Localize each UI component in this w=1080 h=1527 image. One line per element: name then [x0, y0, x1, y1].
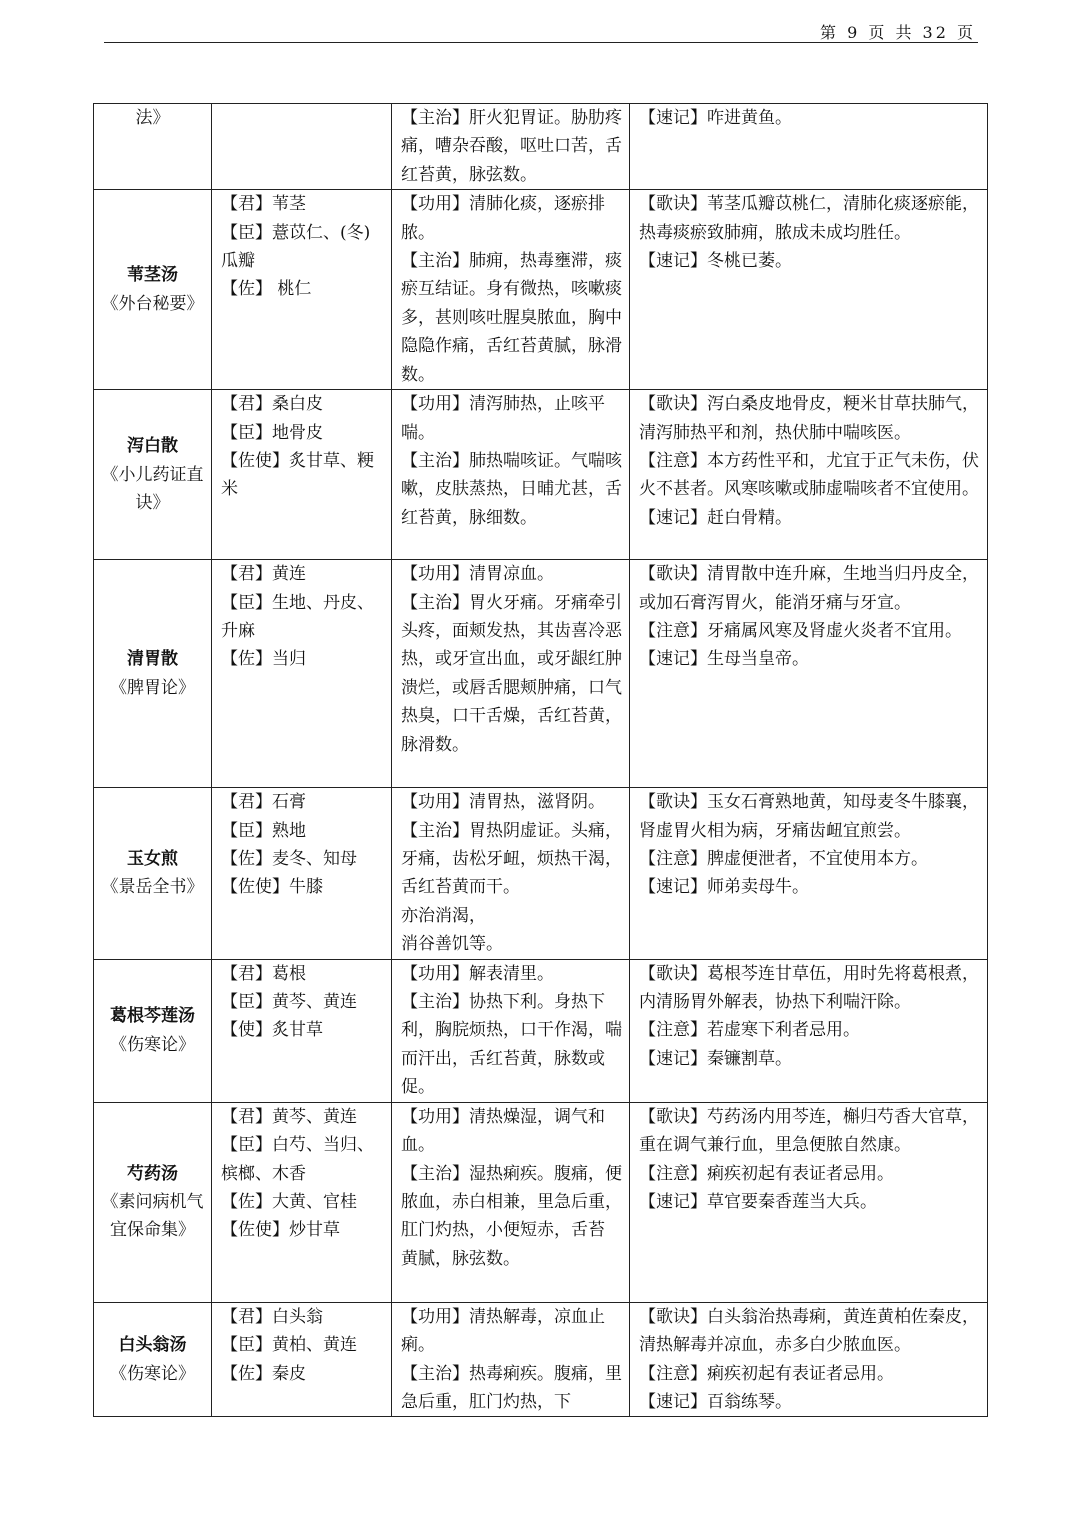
formula-name: 泻白散: [127, 436, 178, 457]
notes-line: 【歌诀】葛根芩连甘草伍，用时先将葛根煮，内清肠胃外解表，协热下利喘汗除。: [639, 963, 979, 1013]
formula-name-cell: [94, 390, 212, 560]
formula-name: 白头翁汤: [118, 1335, 187, 1356]
table-row: [94, 390, 988, 560]
effects-line: 亦治消渴，: [401, 905, 486, 926]
composition-cell: [212, 959, 392, 1102]
notes-cell: [630, 390, 988, 560]
notes-line: 【速记】冬桃已萎。: [639, 251, 792, 272]
notes-cell: [630, 788, 988, 959]
notes-line: 【歌诀】苇茎瓜瓣苡桃仁，清肺化痰逐瘀能，热毒痰瘀致肺痈，脓成未成均胜任。: [639, 194, 979, 243]
notes-cell: [630, 1102, 988, 1302]
notes-line: 【速记】师弟卖母牛。: [639, 877, 809, 898]
formula-name-cell: [94, 560, 212, 788]
notes-line: 【歌诀】清胃散中连升麻，生地当归丹皮全，或加石膏泻胃火，能消牙痛与牙宣。: [639, 564, 979, 613]
notes-cell: [630, 959, 988, 1102]
effects-line: 【主治】肝火犯胃证。胁肋疼痛，嘈杂吞酸，呕吐口苦，舌红苔黄，脉弦数。: [401, 108, 622, 185]
composition-cell: [212, 104, 392, 190]
composition-line: 【佐】当归: [221, 649, 306, 670]
formula-name: 玉女煎: [127, 849, 178, 870]
effects-line: 【功用】清胃热，滋肾阴。: [401, 792, 605, 813]
effects-cell: [392, 560, 630, 788]
formula-name-cell: [94, 959, 212, 1102]
formula-source: 《伤寒论》: [110, 1034, 195, 1055]
notes-line: 【注意】本方药性平和，尤宜于正气未伤，伏火不甚者。风寒咳嗽或肺虚喘咳者不宜使用。: [639, 451, 979, 500]
notes-line: 【歌诀】泻白桑皮地骨皮，粳米甘草扶肺气，清泻肺热平和剂，热伏肺中喘咳医。: [639, 394, 979, 443]
formula-name-cell: [94, 788, 212, 959]
table-row: [94, 788, 988, 959]
formula-source: 《脾胃论》: [110, 677, 195, 698]
formula-name-cell: [94, 1102, 212, 1302]
formula-table: [93, 103, 988, 1417]
page-header: [104, 18, 978, 43]
formula-source: 《景岳全书》: [101, 877, 204, 898]
effects-cell: [392, 788, 630, 959]
formula-source: 法》: [135, 108, 170, 128]
notes-line: 【速记】草官要秦香莲当大兵。: [639, 1191, 877, 1212]
formula-name: 苇茎汤: [127, 265, 178, 286]
notes-cell: [630, 1302, 988, 1417]
composition-line: 【佐使】炒甘草: [221, 1220, 340, 1241]
composition-line: 【佐使】牛膝: [221, 877, 323, 898]
effects-line: 【功用】解表清里。: [401, 963, 554, 984]
effects-cell: [392, 104, 630, 190]
effects-cell: [392, 1302, 630, 1417]
effects-line: 【主治】胃热阴虚证。头痛，牙痛，齿松牙衄，烦热干渴，舌红苔黄而干。: [401, 820, 622, 898]
effects-line: 消谷善饥等。: [401, 934, 503, 955]
table-row: [94, 1302, 988, 1417]
effects-line: 【功用】清胃凉血。: [401, 564, 554, 585]
effects-line: 【主治】湿热痢疾。腹痛，便脓血，赤白相兼，里急后重，肛门灼热，小便短赤，舌苔: [401, 1163, 622, 1241]
effects-cell: [392, 959, 630, 1102]
composition-line: 【君】黄芩、黄连: [221, 1106, 357, 1127]
table-row: [94, 959, 988, 1102]
composition-line: 【佐】秦皮: [221, 1363, 306, 1384]
notes-cell: [630, 104, 988, 190]
composition-cell: [212, 390, 392, 560]
composition-line: 【佐】 桃仁: [221, 279, 312, 300]
composition-cell: [212, 190, 392, 390]
notes-line: 【注意】痢疾初起有表证者忌用。: [639, 1163, 894, 1184]
composition-line: 【使】炙甘草: [221, 1020, 323, 1041]
composition-line: 【臣】白芍、当归、槟榔、木香: [221, 1135, 374, 1184]
effects-line: 【功用】清肺化痰，逐瘀排脓。: [401, 194, 605, 243]
effects-cell: [392, 1102, 630, 1302]
effects-line: 【功用】清泻肺热，止咳平喘。: [401, 394, 605, 443]
formula-name-cell: [94, 1302, 212, 1417]
effects-line: 【主治】协热下利。身热下利，胸脘烦热，口干作渴，喘而汗出，舌红苔黄，脉数或促。: [401, 992, 622, 1098]
composition-cell: [212, 1302, 392, 1417]
notes-line: 【速记】百翁练琴。: [639, 1391, 792, 1412]
composition-line: 【君】桑白皮: [221, 394, 323, 415]
notes-line: 【速记】咋进黄鱼。: [639, 108, 792, 128]
composition-line: 【臣】熟地: [221, 820, 306, 841]
composition-cell: [212, 788, 392, 959]
composition-cell: [212, 1102, 392, 1302]
composition-line: 【臣】地骨皮: [221, 422, 323, 443]
composition-line: 【臣】黄柏、黄连: [221, 1335, 357, 1356]
effects-line: 【主治】肺热喘咳证。气喘咳嗽，皮肤蒸热，日晡尤甚，舌红苔黄，脉细数。: [401, 451, 622, 528]
formula-name: 芍药汤: [127, 1163, 178, 1184]
composition-line: 【臣】生地、丹皮、升麻: [221, 592, 374, 642]
formula-name: 清胃散: [127, 649, 178, 670]
notes-cell: [630, 560, 988, 788]
formula-source: 《小儿药证直诀》: [101, 464, 204, 513]
table-body: [94, 104, 988, 1417]
notes-line: 【歌诀】白头翁治热毒痢，黄连黄柏佐秦皮，清热解毒并凉血，赤多白少脓血医。: [639, 1306, 979, 1356]
notes-line: 【注意】痢疾初起有表证者忌用。: [639, 1363, 894, 1384]
formula-source: 《外台秘要》: [101, 293, 204, 314]
effects-line: 【功用】清热解毒，凉血止痢。: [401, 1306, 605, 1356]
composition-line: 【君】白头翁: [221, 1306, 323, 1327]
effects-line: 【主治】肺痈，热毒壅滞，痰瘀互结证。身有微热，咳嗽痰多，甚则咳吐腥臭脓血，胸中隐隐作痛，舌红苔黄腻，脉滑数。: [401, 251, 622, 385]
effects-line: 【功用】清热燥湿，调气和血。: [401, 1106, 605, 1156]
composition-line: 【君】苇茎: [221, 194, 306, 215]
notes-line: 【歌诀】玉女石膏熟地黄，知母麦冬牛膝襄，肾虚胃火相为病，牙痛齿衄宜煎尝。: [639, 792, 979, 841]
notes-cell: [630, 190, 988, 390]
formula-name-cell: [94, 190, 212, 390]
effects-line: 黄腻，脉弦数。: [401, 1248, 520, 1269]
table-row: [94, 190, 988, 390]
formula-name: 葛根芩莲汤: [110, 1006, 195, 1027]
formula-source: 《素问病机气宜保命集》: [101, 1191, 204, 1241]
effects-cell: [392, 190, 630, 390]
composition-cell: [212, 560, 392, 788]
table-row: [94, 1102, 988, 1302]
formula-source: 《伤寒论》: [110, 1363, 195, 1384]
composition-line: 【佐】麦冬、知母: [221, 849, 357, 870]
notes-line: 【速记】赶白骨精。: [639, 507, 792, 528]
notes-line: 【注意】若虚寒下利者忌用。: [639, 1020, 860, 1041]
effects-line: 【主治】胃火牙痛。牙痛牵引头疼，面颊发热，其齿喜冷恶热，或牙宣出血，或牙龈红肿溃烂，或唇舌腮颊肿痛，口气热臭，口干舌燥，舌红苔黄，脉滑数。: [401, 592, 622, 755]
page-number: 第 9 页 共 32 页: [820, 23, 976, 42]
formula-name-cell: [94, 104, 212, 190]
composition-line: 【君】葛根: [221, 963, 306, 984]
notes-line: 【注意】脾虚便泄者，不宜使用本方。: [639, 849, 928, 870]
effects-line: 【主治】热毒痢疾。腹痛，里急后重，肛门灼热，下: [401, 1363, 622, 1412]
table-row: [94, 104, 988, 190]
effects-cell: [392, 390, 630, 560]
notes-line: 【速记】秦镰割草。: [639, 1048, 792, 1069]
composition-line: 【君】石膏: [221, 792, 306, 813]
table-row: [94, 560, 988, 788]
composition-line: 【佐】大黄、官桂: [221, 1191, 357, 1212]
notes-line: 【注意】牙痛属风寒及肾虚火炎者不宜用。: [639, 621, 962, 642]
composition-line: 【臣】薏苡仁、(冬)瓜瓣: [221, 222, 371, 272]
composition-line: 【臣】黄芩、黄连: [221, 992, 357, 1013]
notes-line: 【速记】生母当皇帝。: [639, 649, 809, 670]
notes-line: 【歌诀】芍药汤内用芩连，槲归芍香大官草，重在调气兼行血，里急便脓自然康。: [639, 1106, 979, 1156]
composition-line: 【佐使】炙甘草、粳米: [221, 451, 374, 500]
composition-line: 【君】黄连: [221, 564, 306, 585]
